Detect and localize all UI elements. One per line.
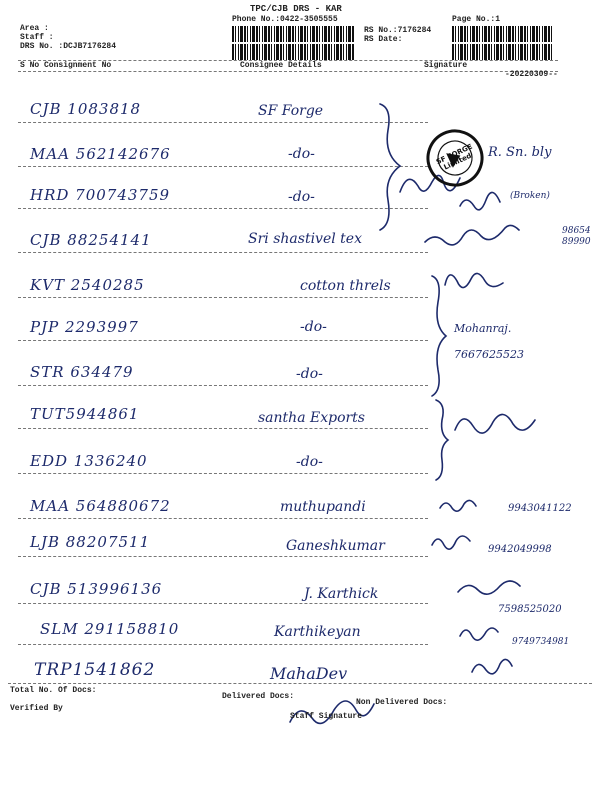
consignment-number: STR 634479 <box>30 363 134 381</box>
drs-number: DRS No. :DCJB7176284 <box>20 42 117 51</box>
consignee-name: santha Exports <box>258 410 365 426</box>
consignee-name: -do- <box>296 366 323 382</box>
signature-scribble <box>425 225 519 244</box>
brace-icon <box>432 276 446 396</box>
staff-label: Staff : <box>20 33 54 42</box>
column-consignment: S No Consignment No <box>20 61 112 70</box>
consignment-number: EDD 1336240 <box>30 452 148 470</box>
verified-by-label: Verified By <box>10 704 63 713</box>
area-label: Area : <box>20 24 49 33</box>
consignee-name: Ganeshkumar <box>286 538 385 554</box>
column-consignee: Consignee Details <box>240 61 322 70</box>
rs-date: RS Date: <box>364 35 403 44</box>
consignee-name: J. Karthick <box>304 586 379 602</box>
rs-number: RS No.:7176284 <box>364 26 432 35</box>
consignment-number: TRP1541862 <box>34 660 156 680</box>
signature-scribble <box>440 500 476 511</box>
date-marker: -20220309-- <box>505 70 558 79</box>
column-signature: Signature <box>424 61 468 70</box>
consignee-name: Karthikeyan <box>274 624 361 640</box>
consignee-name: SF Forge <box>258 103 324 119</box>
consignee-name: -do- <box>296 454 323 470</box>
page-number: Page No.:1 <box>452 15 501 24</box>
consignment-number: MAA 564880672 <box>30 497 171 515</box>
report-title: TPC/CJB DRS - KAR <box>250 4 342 14</box>
consignee-name: muthupandi <box>280 499 366 515</box>
signature-text: 98654 89990 <box>562 226 591 247</box>
consignment-number: SLM 291158810 <box>40 620 180 638</box>
consignee-name: Sri shastivel tex <box>248 231 362 247</box>
signature-text: 9749734981 <box>512 637 570 647</box>
signature-scribble <box>472 659 512 673</box>
signature-text: 7598525020 <box>498 604 562 615</box>
consignee-name: -do- <box>288 189 315 205</box>
signature-scribble <box>460 192 500 209</box>
consignee-name: MahaDev <box>270 664 348 683</box>
divider <box>8 683 592 684</box>
signature-scribble <box>445 273 503 287</box>
brace-icon <box>436 400 448 480</box>
consignment-number: KVT 2540285 <box>30 276 145 294</box>
total-docs-label: Total No. Of Docs: <box>10 686 97 695</box>
consignment-number: TUT5944861 <box>30 405 140 423</box>
non-delivered-docs-label: Non Delivered Docs: <box>356 698 448 707</box>
consignment-number: MAA 562142676 <box>30 145 171 163</box>
staff-signature-label: Staff Signature <box>290 712 363 721</box>
consignee-name: -do- <box>288 146 315 162</box>
consignment-number: CJB 1083818 <box>30 100 142 118</box>
signature-scribble <box>455 414 535 433</box>
delivered-docs-label: Delivered Docs: <box>222 692 295 701</box>
brace-icon <box>380 104 400 230</box>
consignment-number: HRD 700743759 <box>30 186 171 204</box>
consignment-number: CJB 513996136 <box>30 580 163 598</box>
stamp-text: SF FORGE Limited <box>434 142 474 172</box>
consignment-number: LJB 88207511 <box>30 533 151 551</box>
signature-text: 9942049998 <box>488 544 552 555</box>
consignment-number: PJP 2293997 <box>30 318 139 336</box>
phone-number: Phone No.:0422-3505555 <box>232 15 338 24</box>
signature-text: (Broken) <box>510 191 550 201</box>
signature-scribble <box>432 536 470 549</box>
consignee-name: cotton threls <box>300 278 391 294</box>
signature-text: 9943041122 <box>508 503 572 514</box>
signature-text: Mohanraj. 7667625523 <box>454 322 524 361</box>
signature-scribble <box>460 628 498 640</box>
consignment-number: CJB 88254141 <box>30 231 152 249</box>
consignee-name: -do- <box>300 319 327 335</box>
signature-text: R. Sn. bly <box>488 145 552 160</box>
signature-scribble <box>458 581 520 594</box>
